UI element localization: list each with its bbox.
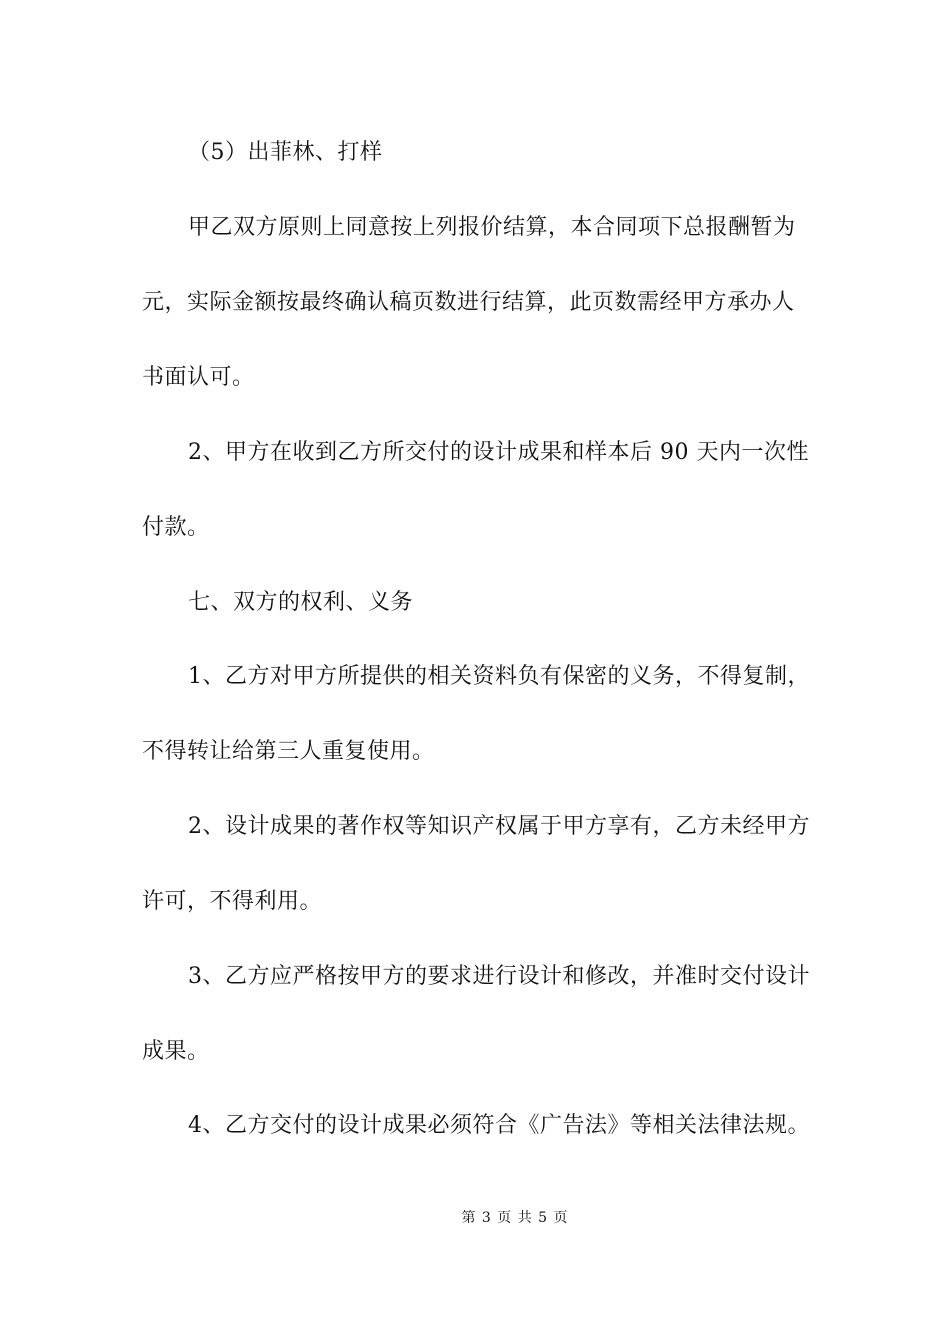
text-line: 4、乙方交付的设计成果必须符合《广告法》等相关法律法规。 xyxy=(188,1113,810,1138)
text-line: 许可，不得利用。 xyxy=(142,889,323,914)
text-line: 元，实际金额按最终确认稿页数进行结算，此页数需经甲方承办人 xyxy=(142,290,795,315)
page-number: 第 3 页 共 5 页 xyxy=(461,1210,569,1226)
text-line: 2、甲方在收到乙方所交付的设计成果和样本后 90 天内一次性 xyxy=(188,440,809,465)
text-line: 甲乙双方原则上同意按上列报价结算，本合同项下总报酬暂为 xyxy=(188,215,796,240)
text-line: 3、乙方应严格按甲方的要求进行设计和修改，并准时交付设计 xyxy=(188,964,810,989)
text-line: 成果。 xyxy=(142,1039,210,1064)
text-line: 书面认可。 xyxy=(142,365,255,390)
section-heading: 七、双方的权利、义务 xyxy=(188,590,414,615)
text-line: （5）出菲林、打样 xyxy=(188,140,383,165)
text-line: 2、设计成果的著作权等知识产权属于甲方享有，乙方未经甲方 xyxy=(188,814,810,839)
text-line: 不得转让给第三人重复使用。 xyxy=(142,739,435,764)
text-line: 付款。 xyxy=(142,515,210,540)
text-line: 1、乙方对甲方所提供的相关资料负有保密的义务，不得复制， xyxy=(188,664,810,689)
